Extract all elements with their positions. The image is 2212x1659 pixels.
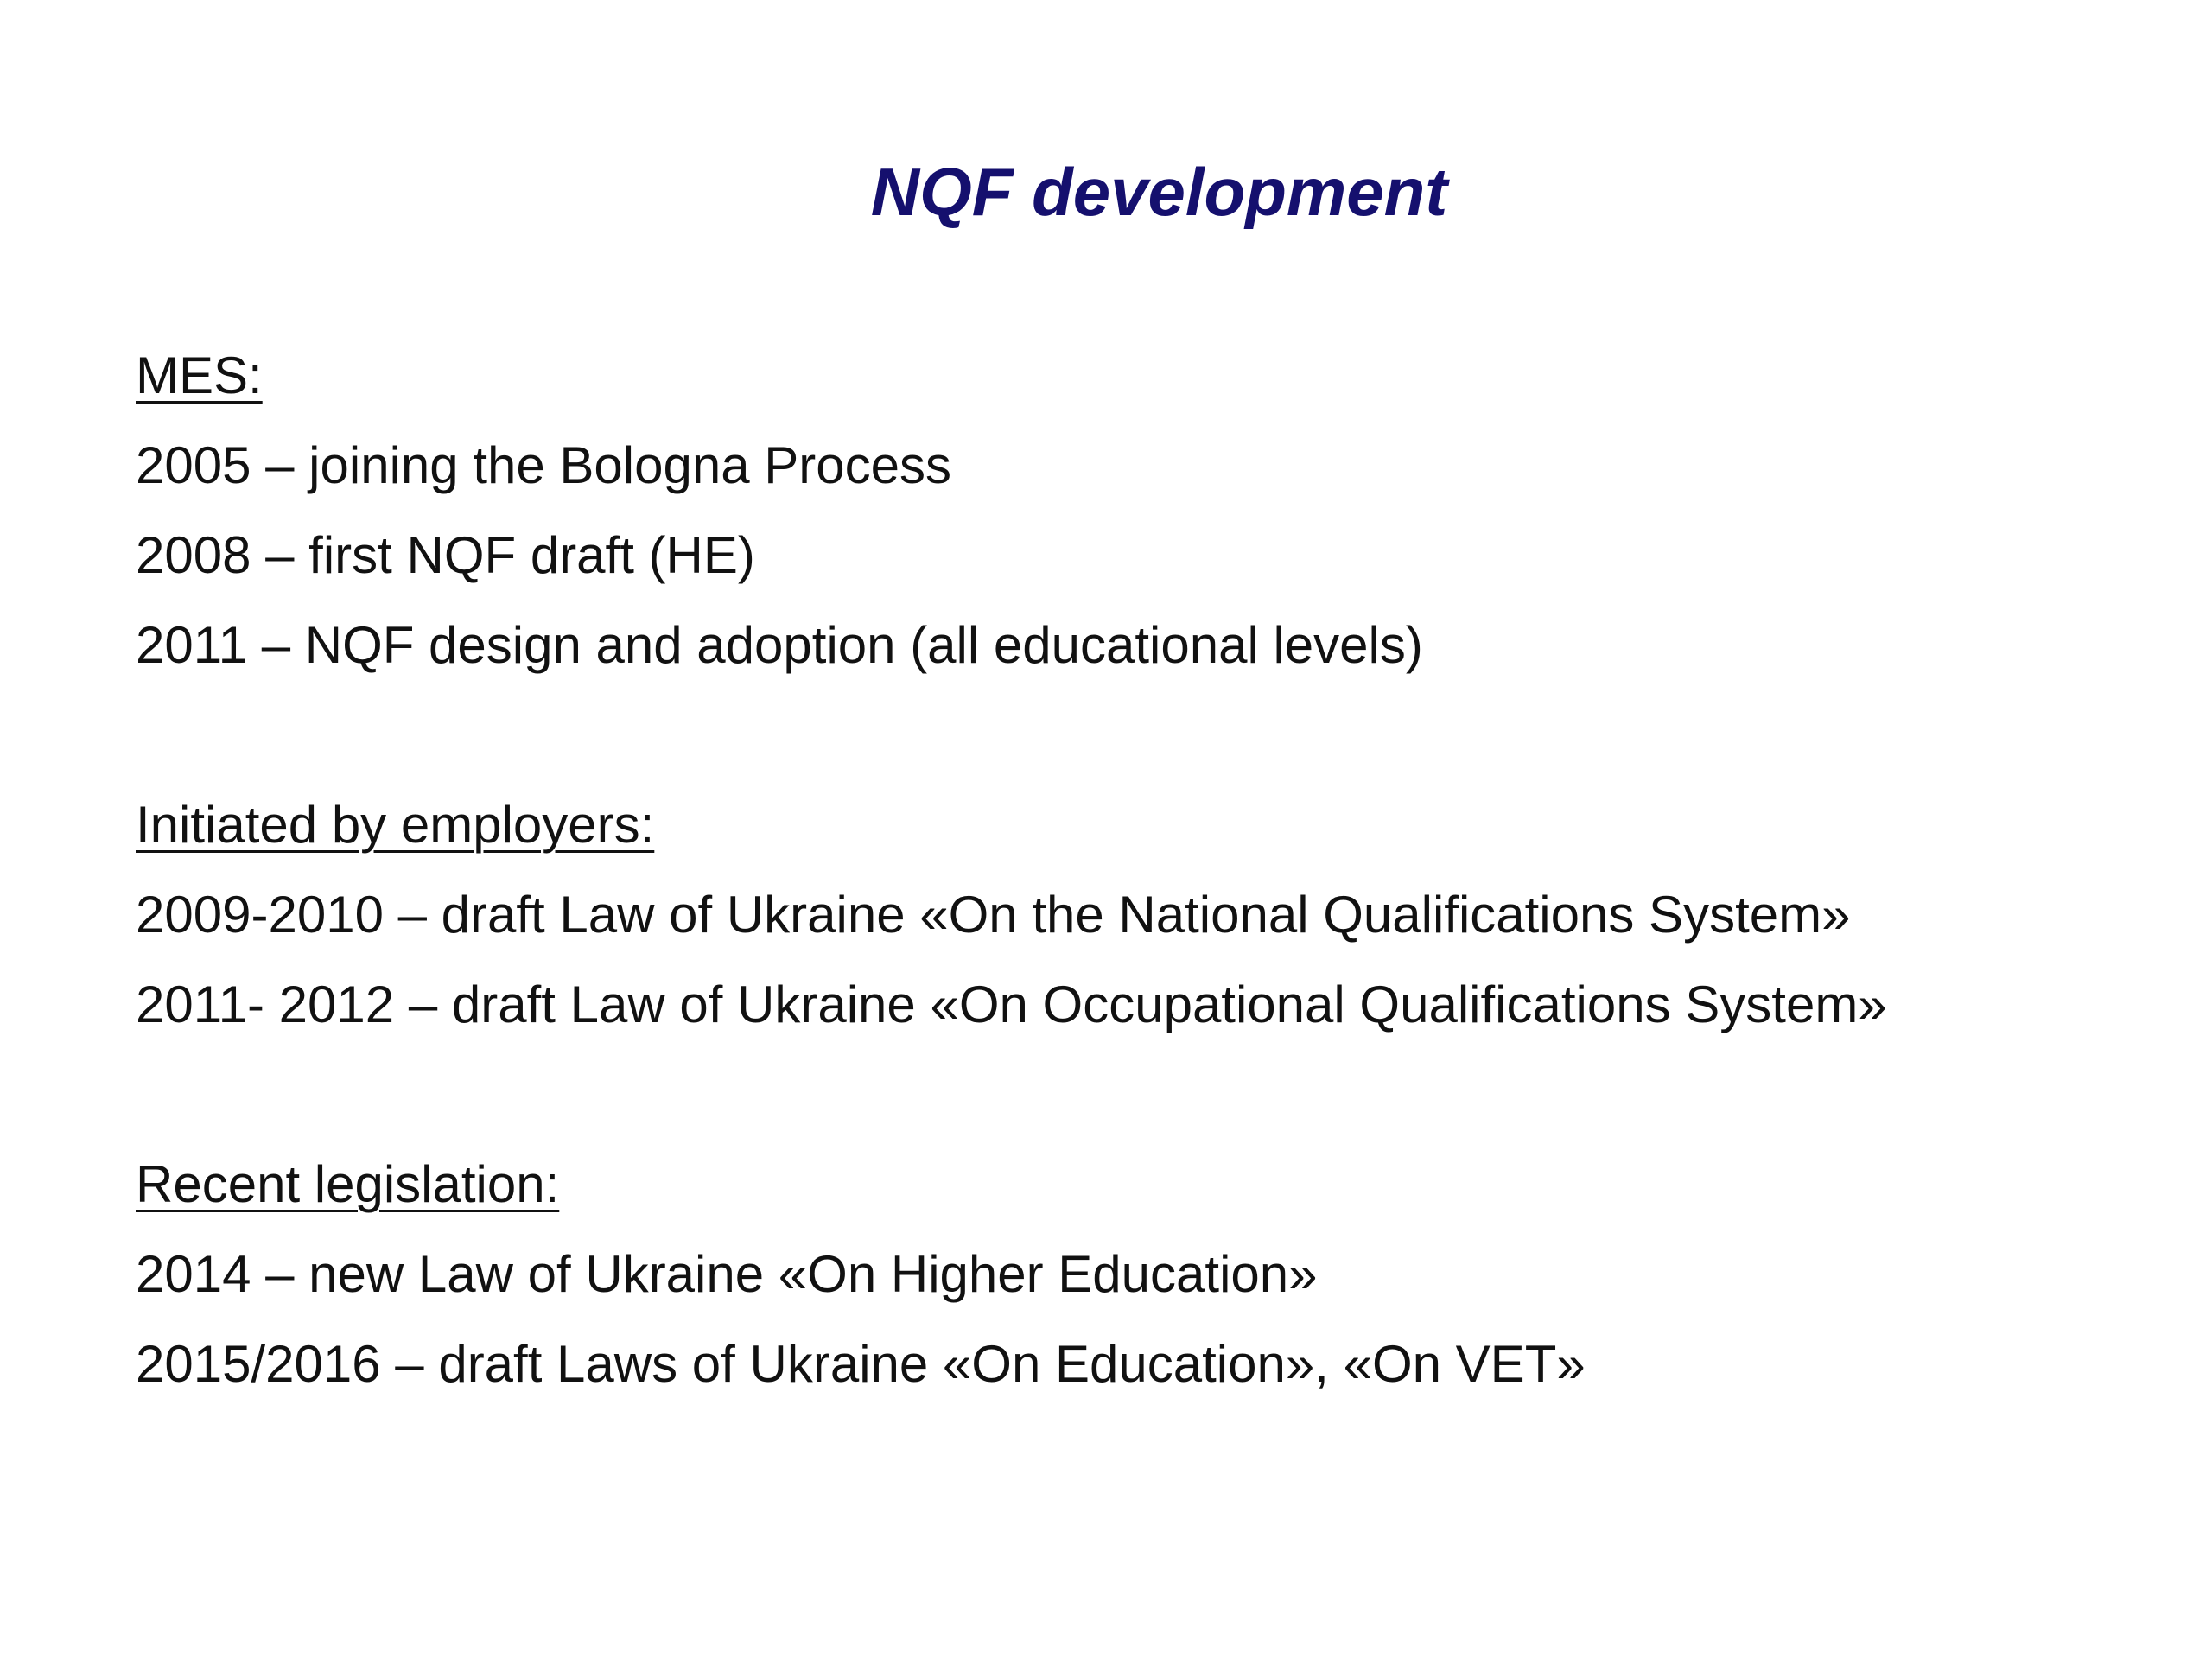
section-employers <box>136 780 2192 1050</box>
section-heading: Initiated by employers: <box>136 796 655 854</box>
section-heading: MES: <box>136 346 263 404</box>
timeline-item: 2011- 2012 – draft Law of Ukraine «On Occupational Qualifications System» <box>136 976 1887 1033</box>
timeline-item: 2011 – NQF design and adoption (all educational levels) <box>136 616 1423 674</box>
slide-content <box>136 331 2192 1409</box>
section-recent-legislation <box>136 1140 2192 1409</box>
section-mes <box>136 331 2192 690</box>
timeline-item: 2014 – new Law of Ukraine «On Higher Education» <box>136 1245 1318 1303</box>
timeline-item: 2008 – first NQF draft (HE) <box>136 526 755 584</box>
slide-title: NQF development <box>870 154 1448 230</box>
timeline-item: 2015/2016 – draft Laws of Ukraine «On Education», «On VET» <box>136 1335 1586 1393</box>
timeline-item: 2005 – joining the Bologna Process <box>136 436 952 494</box>
section-heading: Recent legislation: <box>136 1155 560 1213</box>
timeline-item: 2009-2010 – draft Law of Ukraine «On the National Qualifications System» <box>136 886 1851 944</box>
